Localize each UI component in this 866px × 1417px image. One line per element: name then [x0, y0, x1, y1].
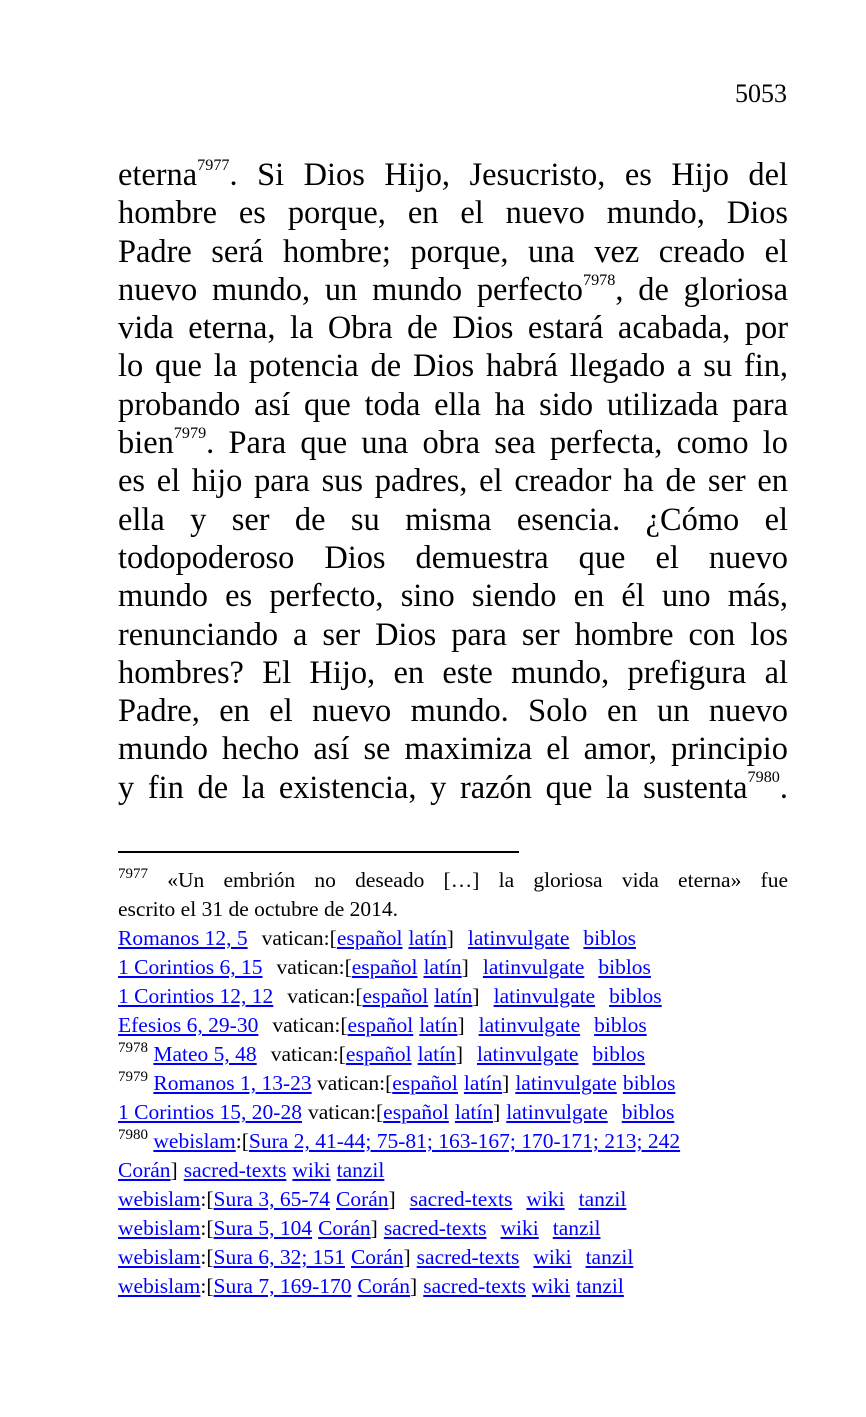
bible-ref-row: 1 Corintios 12, 12 vatican:[español latín] latinvulgate biblos	[118, 984, 662, 1008]
body-line: hombre es porque, en el nuevo mundo, Dios	[118, 195, 788, 232]
espanol-link[interactable]: español	[345, 1042, 412, 1066]
bible-ref-row: $^{7979}$ Romanos 1, 13-23 vatican:[español latín] latinvulgate biblos	[118, 1069, 676, 1095]
body-line: mundo es perfecto, sino siendo en él uno más,	[118, 578, 788, 615]
wiki-link[interactable]: wiki	[533, 1245, 572, 1269]
footnote-number: 7979	[118, 1069, 148, 1085]
footnote-ref-7979[interactable]: 7979	[173, 423, 207, 442]
biblos-link[interactable]: biblos	[583, 926, 636, 950]
coran-link[interactable]: Corán	[318, 1216, 371, 1240]
espanol-link[interactable]: español	[351, 955, 418, 979]
footnote-number: 7977	[118, 866, 148, 882]
espanol-link[interactable]: español	[392, 1071, 458, 1095]
footnote-number: 7980	[118, 1127, 148, 1143]
sacred-texts-link[interactable]: sacred-texts	[423, 1274, 526, 1298]
sura-link[interactable]: Sura 5, 104	[213, 1216, 313, 1240]
body-line: nuevo mundo, un mundo perfecto$^{7978}$, de gloriosa	[118, 270, 788, 308]
footnote-ref-7980[interactable]: 7980	[747, 768, 780, 787]
body-line: mundo hecho así se maximiza el amor, principio	[118, 731, 788, 768]
latinvulgate-link[interactable]: latinvulgate	[482, 955, 585, 979]
latin-link[interactable]: latín	[434, 984, 473, 1008]
quran-ref-row: webislam:[Sura 6, 32; 151 Corán] sacred-texts wiki tanzil	[118, 1245, 634, 1269]
biblos-link[interactable]: biblos	[594, 1013, 647, 1037]
espanol-link[interactable]: español	[383, 1100, 449, 1124]
tanzil-link[interactable]: tanzil	[336, 1158, 385, 1182]
latin-link[interactable]: latín	[408, 926, 447, 950]
wiki-link[interactable]: wiki	[500, 1216, 539, 1240]
body-line: Padre será hombre; porque, una vez creado el	[118, 233, 788, 270]
body-line: es el hijo para sus padres, el creador ha de ser en	[118, 463, 788, 500]
espanol-link[interactable]: español	[347, 1013, 414, 1037]
wiki-link[interactable]: wiki	[531, 1274, 571, 1298]
espanol-link[interactable]: español	[336, 926, 403, 950]
latinvulgate-link[interactable]: latinvulgate	[493, 984, 596, 1008]
tanzil-link[interactable]: tanzil	[585, 1245, 634, 1269]
latin-link[interactable]: latín	[419, 1013, 458, 1037]
webislam-link[interactable]: webislam	[118, 1187, 201, 1211]
webislam-link[interactable]: webislam	[118, 1245, 201, 1269]
body-line: eterna$^{7977}$. Si Dios Hijo, Jesucristo, es Hijo del	[118, 155, 788, 193]
biblos-link[interactable]: biblos	[598, 955, 651, 979]
sacred-texts-link[interactable]: sacred-texts	[183, 1158, 287, 1182]
latinvulgate-link[interactable]: latinvulgate	[506, 1100, 608, 1124]
body-line: bien$^{7979}$. Para que una obra sea perfecta, como lo	[118, 423, 788, 462]
tanzil-link[interactable]: tanzil	[578, 1187, 627, 1211]
bible-ref-row: 1 Corintios 6, 15 vatican:[español latín] latinvulgate biblos	[118, 955, 651, 979]
footnote-ref-7977[interactable]: 7977	[197, 155, 230, 174]
wiki-link[interactable]: wiki	[292, 1158, 331, 1182]
footnote-7977-line: $^{7977}$ «Un embrión no deseado […] la gloriosa vida eterna» fue	[118, 866, 788, 892]
body-line: vida eterna, la Obra de Dios estará acabada, por	[118, 310, 788, 347]
quran-ref-row: webislam:[Sura 3, 65-74 Corán] sacred-texts wiki tanzil	[118, 1187, 627, 1211]
coran-link[interactable]: Corán	[336, 1187, 389, 1211]
wiki-link[interactable]: wiki	[526, 1187, 565, 1211]
bible-ref-row: 1 Corintios 15, 20-28 vatican:[español latín] latinvulgate biblos	[118, 1100, 675, 1124]
latinvulgate-link[interactable]: latinvulgate	[467, 926, 570, 950]
latin-link[interactable]: latín	[423, 955, 462, 979]
sura-link[interactable]: Sura 7, 169-170	[213, 1274, 352, 1298]
ref-link[interactable]: 1 Corintios 15, 20-28	[118, 1100, 302, 1124]
latin-link[interactable]: latín	[454, 1100, 494, 1124]
body-line: lo que la potencia de Dios habrá llegado a su fin,	[118, 348, 788, 385]
espanol-link[interactable]: español	[362, 984, 429, 1008]
tanzil-link[interactable]: tanzil	[552, 1216, 601, 1240]
footnote-separator	[118, 851, 519, 853]
quran-ref-row: $^{7980}$ webislam:[Sura 2, 41-44; 75-81; 163-167; 170-171; 213; 242	[118, 1127, 681, 1153]
body-line: renunciando a ser Dios para ser hombre con los	[118, 616, 788, 653]
webislam-link[interactable]: webislam	[118, 1274, 201, 1298]
ref-link[interactable]: Mateo 5, 48	[153, 1042, 257, 1066]
biblos-link[interactable]: biblos	[622, 1071, 676, 1095]
latin-link[interactable]: latín	[417, 1042, 456, 1066]
body-line: Padre, en el nuevo mundo. Solo en un nuevo	[118, 693, 788, 730]
body-line: todopoderoso Dios demuestra que el nuevo	[118, 539, 788, 576]
bible-ref-row: Efesios 6, 29-30 vatican:[español latín] latinvulgate biblos	[118, 1013, 647, 1037]
body-line: y fin de la existencia, y razón que la sustenta$^{7980}$.	[118, 768, 788, 806]
footnote-ref-7978[interactable]: 7978	[582, 270, 616, 289]
latinvulgate-link[interactable]: latinvulgate	[515, 1071, 617, 1095]
sura-link[interactable]: Sura 2, 41-44; 75-81; 163-167; 170-171; 213; 242	[248, 1129, 681, 1153]
biblos-link[interactable]: biblos	[621, 1100, 675, 1124]
page-number: 5053	[735, 79, 787, 108]
bible-ref-row: Romanos 12, 5 vatican:[español latín] latinvulgate biblos	[118, 926, 636, 950]
ref-link[interactable]: Romanos 12, 5	[118, 926, 248, 950]
footnotes	[118, 866, 788, 1301]
quran-ref-row: Corán] sacred-texts wiki tanzil	[118, 1158, 385, 1182]
body-line: probando así que toda ella ha sido utilizada para	[118, 386, 788, 423]
ref-link[interactable]: 1 Corintios 12, 12	[118, 984, 274, 1008]
body-line: ella y ser de su misma esencia. ¿Cómo el	[118, 501, 788, 538]
coran-link[interactable]: Corán	[118, 1158, 171, 1182]
bible-ref-row: $^{7978}$ Mateo 5, 48 vatican:[español latín] latinvulgate biblos	[118, 1040, 646, 1066]
quran-ref-row: webislam:[Sura 5, 104 Corán] sacred-texts wiki tanzil	[118, 1216, 601, 1240]
coran-link[interactable]: Corán	[357, 1274, 411, 1298]
biblos-link[interactable]: biblos	[609, 984, 662, 1008]
ref-link[interactable]: 1 Corintios 6, 15	[118, 955, 263, 979]
biblos-link[interactable]: biblos	[592, 1042, 646, 1066]
webislam-link[interactable]: webislam	[118, 1216, 201, 1240]
sura-link[interactable]: Sura 6, 32; 151	[213, 1245, 345, 1269]
sura-link[interactable]: Sura 3, 65-74	[213, 1187, 330, 1211]
body-text	[118, 156, 788, 807]
footnote-7977-line: escrito el 31 de octubre de 2014.	[118, 897, 399, 921]
sacred-texts-link[interactable]: sacred-texts	[409, 1187, 513, 1211]
body-line: hombres? El Hijo, en este mundo, prefigura al	[118, 654, 788, 691]
sacred-texts-link[interactable]: sacred-texts	[416, 1245, 520, 1269]
ref-link[interactable]: Romanos 1, 13-23	[153, 1071, 312, 1095]
ref-link[interactable]: Efesios 6, 29-30	[118, 1013, 259, 1037]
footnote-number: 7978	[118, 1040, 148, 1056]
quran-ref-row: webislam:[Sura 7, 169-170 Corán] sacred-texts wiki tanzil	[118, 1274, 624, 1298]
latinvulgate-link[interactable]: latinvulgate	[476, 1042, 579, 1066]
latinvulgate-link[interactable]: latinvulgate	[478, 1013, 581, 1037]
coran-link[interactable]: Corán	[350, 1245, 404, 1269]
latin-link[interactable]: latín	[463, 1071, 503, 1095]
tanzil-link[interactable]: tanzil	[576, 1274, 624, 1298]
sacred-texts-link[interactable]: sacred-texts	[383, 1216, 487, 1240]
webislam-link[interactable]: webislam	[153, 1129, 236, 1153]
